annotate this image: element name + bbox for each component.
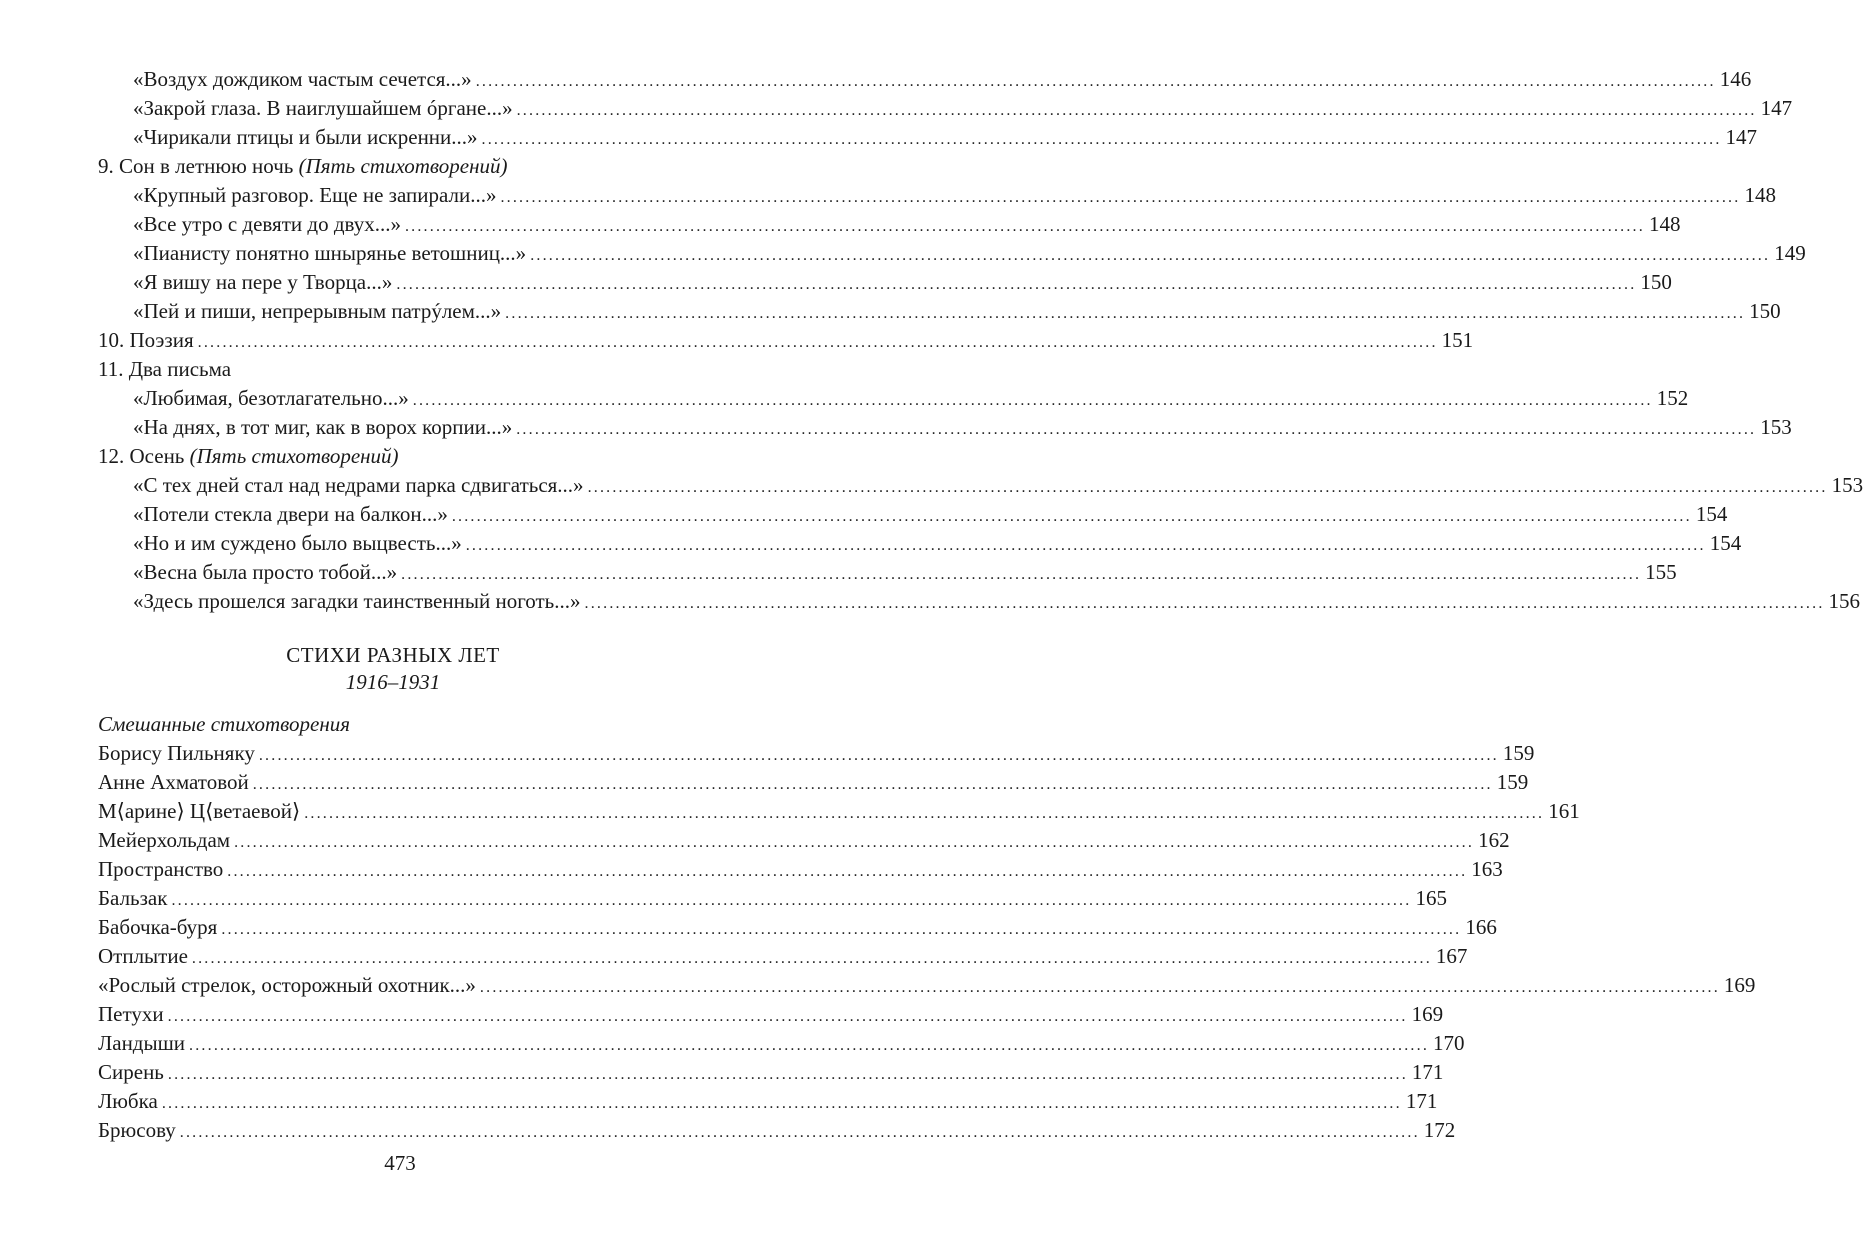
- toc-entry-title-text: Мейерхольдам: [98, 828, 231, 852]
- toc-entry-page: 171: [1411, 1060, 1444, 1084]
- toc-entry-title: [133, 94, 513, 123]
- toc-entry-title-text: Бальзак: [98, 886, 168, 910]
- toc-entry-page: 165: [1415, 886, 1447, 910]
- toc-entry-title-text: «Я вишу на пере у Творца...»: [133, 270, 393, 294]
- toc-entry[interactable]: [98, 971, 1756, 1000]
- toc-leader-dots: ........................................................................................................................................................................................................: [412, 392, 1653, 409]
- toc-entry[interactable]: [98, 1029, 1465, 1058]
- toc-entry-title-text: «Чирикали птицы и были искренни...»: [133, 125, 478, 149]
- toc-entry-title-text: Петухи: [98, 1002, 164, 1026]
- toc-entry[interactable]: [98, 826, 1510, 855]
- toc-entry-title: [133, 210, 401, 239]
- toc-entry-title: [133, 123, 478, 152]
- toc-leader-dots: ........................................................................................................................................................................................................: [516, 421, 1757, 438]
- toc-entry-title: [133, 587, 581, 616]
- toc-entry-title: [133, 413, 512, 442]
- toc-entry-page: 154: [1709, 531, 1742, 555]
- toc-entry-page: 170: [1433, 1031, 1465, 1055]
- toc-entry[interactable]: [98, 768, 1529, 797]
- toc-leader-dots: ........................................................................................................................................................................................................: [189, 1037, 1430, 1054]
- toc-leader-dots: ........................................................................................................................................................................................................: [516, 102, 1757, 119]
- toc-entry-title-text: «Крупный разговор. Еще не запирали...»: [133, 183, 497, 207]
- toc-entry-title-text: Пространство: [98, 857, 224, 881]
- toc-entry[interactable]: [98, 384, 1689, 413]
- toc-leader-dots: ........................................................................................................................................................................................................: [221, 921, 1462, 938]
- toc-entry[interactable]: [98, 210, 1681, 239]
- toc-entry-page: 156: [1828, 589, 1861, 613]
- toc-entry-title: [133, 529, 462, 558]
- page-number: 473: [384, 1151, 416, 1175]
- toc-leader-dots: ........................................................................................................................................................................................................: [252, 776, 1493, 793]
- toc-entry-page: 166: [1465, 915, 1497, 939]
- toc-entry-title: [98, 326, 194, 355]
- toc-entry-title: [98, 152, 508, 181]
- toc-entry-title-text: «Пианисту понятно шнырянье ветошниц...»: [133, 241, 527, 265]
- toc-leader-dots: ........................................................................................................................................................................................................: [530, 247, 1771, 264]
- toc-entry-page: 151: [1441, 328, 1474, 352]
- section-heading: СТИХИ РАЗНЫХ ЛЕТ: [286, 643, 500, 667]
- toc-entry-title-text: «Закрой глаза. В наиглушайшем óргане...»: [133, 96, 513, 120]
- toc-entry[interactable]: [98, 942, 1468, 971]
- toc-entry[interactable]: [98, 123, 1758, 152]
- toc-entry-title-text: М⟨арине⟩ Ц⟨ветаевой⟩: [98, 799, 301, 823]
- toc-entry-page: 159: [1496, 770, 1529, 794]
- toc-entry-page: 167: [1435, 944, 1468, 968]
- toc-entry[interactable]: [98, 884, 1447, 913]
- toc-entry-page: 150: [1640, 270, 1672, 294]
- toc-entry-page: 153: [1760, 415, 1792, 439]
- toc-entry[interactable]: [98, 239, 1806, 268]
- toc-entry-title: [133, 471, 584, 500]
- toc-entry-title: [98, 768, 249, 797]
- toc-entry-title: [98, 1087, 158, 1116]
- toc-entry-page: 146: [1719, 67, 1752, 91]
- toc-entry-title-text: 11. Два письма: [98, 357, 232, 381]
- toc-entry-title: [98, 1000, 164, 1029]
- toc-entry[interactable]: [98, 1087, 1438, 1116]
- toc-entry-title: [133, 65, 472, 94]
- toc-entry[interactable]: [98, 268, 1672, 297]
- toc-entry[interactable]: [98, 739, 1535, 768]
- toc-entry-subtitle: (Пять стихотворений): [189, 444, 399, 468]
- toc-entry-title-text: «Здесь прошелся загадки таинственный ноготь...»: [133, 589, 581, 613]
- toc-entry-page: 161: [1548, 799, 1580, 823]
- toc-entry-title: [133, 297, 501, 326]
- toc-leader-dots: ........................................................................................................................................................................................................: [304, 805, 1545, 822]
- toc-leader-dots: ........................................................................................................................................................................................................: [451, 508, 1692, 525]
- toc-entry-page: 154: [1695, 502, 1728, 526]
- toc-leader-dots: ........................................................................................................................................................................................................: [479, 979, 1720, 996]
- toc-leader-dots: ........................................................................................................................................................................................................: [481, 131, 1722, 148]
- toc-entry-page: 147: [1725, 125, 1758, 149]
- toc-entry-subtitle: (Пять стихотворений): [298, 154, 508, 178]
- toc-entry-title-text: «Потели стекла двери на балкон...»: [133, 502, 448, 526]
- toc-entry-title-text: Брюсову: [98, 1118, 176, 1142]
- toc-leader-dots: ........................................................................................................................................................................................................: [396, 276, 1637, 293]
- toc-leader-dots: ........................................................................................................................................................................................................: [167, 1066, 1408, 1083]
- toc-entry-page: 152: [1656, 386, 1689, 410]
- toc-leader-dots: ........................................................................................................................................................................................................: [475, 73, 1716, 90]
- toc-entry-title: [98, 884, 167, 913]
- toc-entry[interactable]: [98, 181, 1776, 210]
- toc-leader-dots: ........................................................................................................................................................................................................: [404, 218, 1645, 235]
- toc-entry-title-text: «Пей и пиши, непрерывным патрýлем...»: [133, 299, 502, 323]
- toc-entry[interactable]: [98, 413, 1792, 442]
- toc-entry-page: 155: [1645, 560, 1677, 584]
- toc-entry[interactable]: [98, 913, 1497, 942]
- toc-entry-page: 172: [1423, 1118, 1456, 1142]
- toc-entry[interactable]: [98, 297, 1781, 326]
- section-years: 1916–1931: [345, 670, 441, 694]
- toc-entry[interactable]: [98, 442, 688, 471]
- toc-entry-title-text: «Весна была просто тобой...»: [133, 560, 398, 584]
- toc-entry-title: [133, 239, 526, 268]
- toc-leader-dots: ........................................................................................................................................................................................................: [234, 834, 1475, 851]
- toc-entry-title-text: «Но и им суждено было выцвесть...»: [133, 531, 462, 555]
- toc-list-part1: [98, 65, 1863, 616]
- toc-entry-title-text: Любка: [98, 1089, 158, 1113]
- toc-entry[interactable]: [98, 587, 1861, 616]
- toc-entry-title: [98, 442, 399, 471]
- toc-leader-dots: ........................................................................................................................................................................................................: [171, 892, 1412, 909]
- toc-entry-title: [98, 797, 300, 826]
- toc-entry-page: 169: [1411, 1002, 1444, 1026]
- toc-leader-dots: ........................................................................................................................................................................................................: [227, 863, 1468, 880]
- toc-entry-title: [98, 1029, 185, 1058]
- toc-entry[interactable]: [98, 1116, 1456, 1145]
- toc-entry-title: [98, 971, 476, 1000]
- toc-entry-page: 150: [1749, 299, 1781, 323]
- toc-leader-dots: ........................................................................................................................................................................................................: [465, 537, 1706, 554]
- toc-entry-title-text: Ландыши: [98, 1031, 186, 1055]
- toc-entry-title-text: Отплытие: [98, 944, 188, 968]
- toc-entry-title-text: «Воздух дождиком частым сечется...»: [133, 67, 472, 91]
- toc-entry-page: 149: [1774, 241, 1806, 265]
- toc-entry-title-text: 10. Поэзия: [98, 328, 194, 352]
- toc-entry-title-text: «С тех дней стал над недрами парка сдвигаться...»: [133, 473, 584, 497]
- toc-entry[interactable]: [98, 1058, 1444, 1087]
- toc-leader-dots: ........................................................................................................................................................................................................: [401, 566, 1642, 583]
- toc-entry-title: [98, 855, 223, 884]
- toc-entry-title: [133, 268, 392, 297]
- toc-entry[interactable]: [98, 1000, 1444, 1029]
- toc-entry[interactable]: [98, 500, 1728, 529]
- toc-entry-page: 147: [1760, 96, 1793, 120]
- toc-entry-page: 148: [1648, 212, 1681, 236]
- toc-entry[interactable]: [98, 326, 1474, 355]
- toc-leader-dots: ........................................................................................................................................................................................................: [179, 1124, 1420, 1141]
- toc-entry-title-text: «На днях, в тот миг, как в ворох корпии...»: [133, 415, 513, 439]
- toc-entry[interactable]: [98, 558, 1677, 587]
- toc-entry-page: 169: [1723, 973, 1756, 997]
- toc-entry[interactable]: [98, 529, 1742, 558]
- toc-entry-title-text: Борису Пильняку: [98, 741, 255, 765]
- toc-entry-title: [98, 942, 188, 971]
- toc-leader-dots: ........................................................................................................................................................................................................: [197, 334, 1438, 351]
- toc-entry-title-text: Бабочка-буря: [98, 915, 218, 939]
- toc-entry-title-text: Анне Ахматовой: [98, 770, 249, 794]
- toc-entry[interactable]: [98, 471, 1863, 500]
- toc-entry-page: 153: [1831, 473, 1863, 497]
- toc-entry-title-text: Сирень: [98, 1060, 164, 1084]
- toc-entry[interactable]: [98, 855, 1503, 884]
- toc-entry-title: [133, 558, 397, 587]
- toc-entry-page: 159: [1502, 741, 1535, 765]
- toc-entry-title: [133, 384, 409, 413]
- toc-entry[interactable]: [98, 94, 1793, 123]
- toc-entry-title: [98, 1116, 176, 1145]
- toc-entry-page: 162: [1478, 828, 1510, 852]
- toc-leader-dots: ........................................................................................................................................................................................................: [587, 479, 1828, 496]
- toc-entry[interactable]: [98, 355, 688, 384]
- toc-entry-title-text: «Все утро с девяти до двух...»: [133, 212, 401, 236]
- toc-entry-title: [133, 500, 448, 529]
- toc-entry-title: [98, 826, 230, 855]
- toc-entry-title: [98, 739, 255, 768]
- toc-entry[interactable]: [98, 152, 688, 181]
- toc-entry-title-text: «Любимая, безотлагательно...»: [133, 386, 409, 410]
- toc-entry[interactable]: [98, 797, 1580, 826]
- toc-leader-dots: ........................................................................................................................................................................................................: [505, 305, 1746, 322]
- toc-entry-title: [98, 355, 231, 384]
- toc-entry-title-text: «Рослый стрелок, осторожный охотник...»: [98, 973, 476, 997]
- toc-entry-page: 171: [1405, 1089, 1438, 1113]
- toc-entry-title: [98, 1058, 164, 1087]
- toc-leader-dots: ........................................................................................................................................................................................................: [500, 189, 1741, 206]
- toc-entry-title: [98, 913, 217, 942]
- table-of-contents: [98, 65, 1863, 1145]
- toc-leader-dots: ........................................................................................................................................................................................................: [584, 595, 1825, 612]
- toc-leader-dots: ........................................................................................................................................................................................................: [161, 1095, 1402, 1112]
- toc-list-part2: [98, 739, 1756, 1145]
- toc-entry-title-text: 12. Осень: [98, 444, 190, 468]
- toc-entry-title: [133, 181, 496, 210]
- subsection-title: Смешанные стихотворения: [98, 712, 350, 736]
- toc-entry-page: 163: [1471, 857, 1503, 881]
- toc-entry[interactable]: [98, 65, 1752, 94]
- toc-entry-page: 148: [1744, 183, 1776, 207]
- toc-leader-dots: ........................................................................................................................................................................................................: [191, 950, 1432, 967]
- toc-entry-title-text: 9. Сон в летнюю ночь: [98, 154, 299, 178]
- toc-leader-dots: ........................................................................................................................................................................................................: [258, 747, 1499, 764]
- toc-leader-dots: ........................................................................................................................................................................................................: [167, 1008, 1408, 1025]
